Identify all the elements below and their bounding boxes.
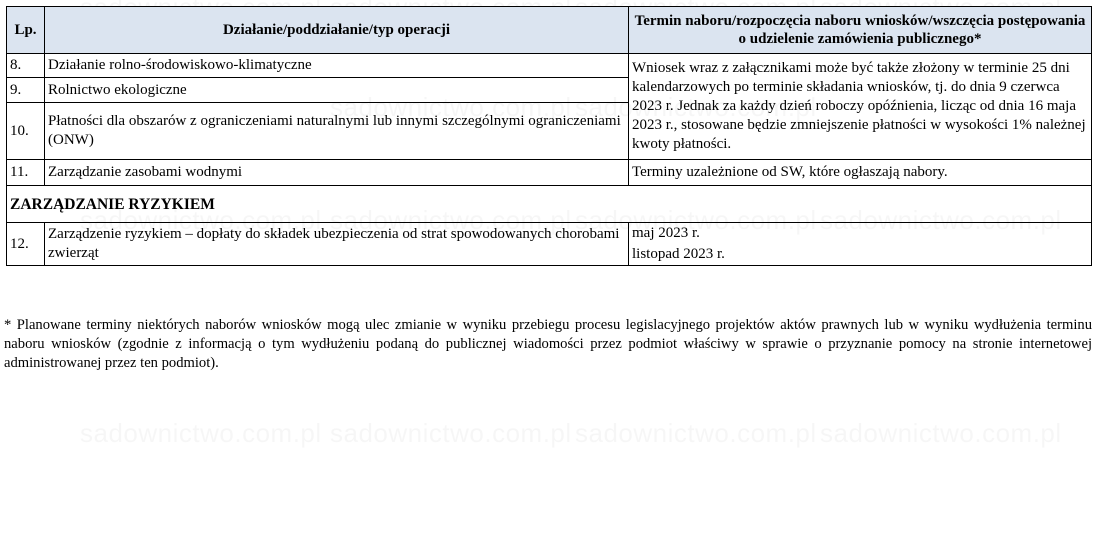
header-action: Działanie/poddziałanie/typ operacji — [45, 7, 629, 54]
section-title: ZARZĄDZANIE RYZYKIEM — [7, 186, 1092, 223]
table-row — [7, 223, 1092, 266]
row-lp: 9. — [7, 78, 45, 103]
table-header-row — [7, 7, 1092, 54]
deadline-line: listopad 2023 r. — [632, 246, 725, 262]
row-lp: 8. — [7, 54, 45, 78]
row-lp: 11. — [7, 160, 45, 186]
row-action: Zarządzenie ryzykiem – dopłaty do składek ubezpieczenia od strat spowodowanych chorobami zwierząt — [45, 223, 629, 266]
row-deadline: Terminy uzależnione od SW, które ogłaszają nabory. — [629, 160, 1092, 186]
row-action: Zarządzanie zasobami wodnymi — [45, 160, 629, 186]
header-deadline: Termin naboru/rozpoczęcia naboru wniosków/wszczęcia postępowania o udzielenie zamówienia publicznego* — [629, 7, 1092, 54]
watermark — [820, 418, 1062, 449]
watermark — [80, 418, 322, 449]
header-lp: Lp. — [7, 7, 45, 54]
row-lp: 10. — [7, 103, 45, 160]
row-action: Działanie rolno-środowiskowo-klimatyczne — [45, 54, 629, 78]
watermark — [330, 418, 572, 449]
deadline-line: maj 2023 r. — [632, 225, 700, 241]
table-row — [7, 54, 1092, 78]
merged-deadline-cell: Wniosek wraz z załącznikami może być także złożony w terminie 25 dni kalendarzowych po terminie składania wniosków, tj. do dnia 9 czerwca 2023 r. Jednak za każdy dzień roboczy opóźnienia, licząc od dnia 16 maja 2023 r., stosowane będzie zmniejszenie płatności w wysokości 1% należnej kwoty płatności. — [629, 54, 1092, 160]
section-row — [7, 186, 1092, 223]
table-row — [7, 160, 1092, 186]
row-deadline — [629, 223, 1092, 266]
footnote: * Planowane terminy niektórych naborów wniosków mogą ulec zmianie w wyniku przebiegu procesu legislacyjnego projektów aktów prawnych lub w wyniku wydłużenia terminu naboru wniosków (zgodnie z informacją o tym wydłużeniu podaną do publicznej wiadomości przez podmiot właściwy w sprawie o przyznanie pomocy na stronie internetowej administrowanej przez ten podmiot). — [4, 317, 1092, 371]
row-action: Rolnictwo ekologiczne — [45, 78, 629, 103]
recruitment-schedule-table — [6, 6, 1092, 266]
watermark — [575, 418, 817, 449]
row-action: Płatności dla obszarów z ograniczeniami naturalnymi lub innymi szczególnymi ograniczeniami (ONW) — [45, 103, 629, 160]
row-lp: 12. — [7, 223, 45, 266]
